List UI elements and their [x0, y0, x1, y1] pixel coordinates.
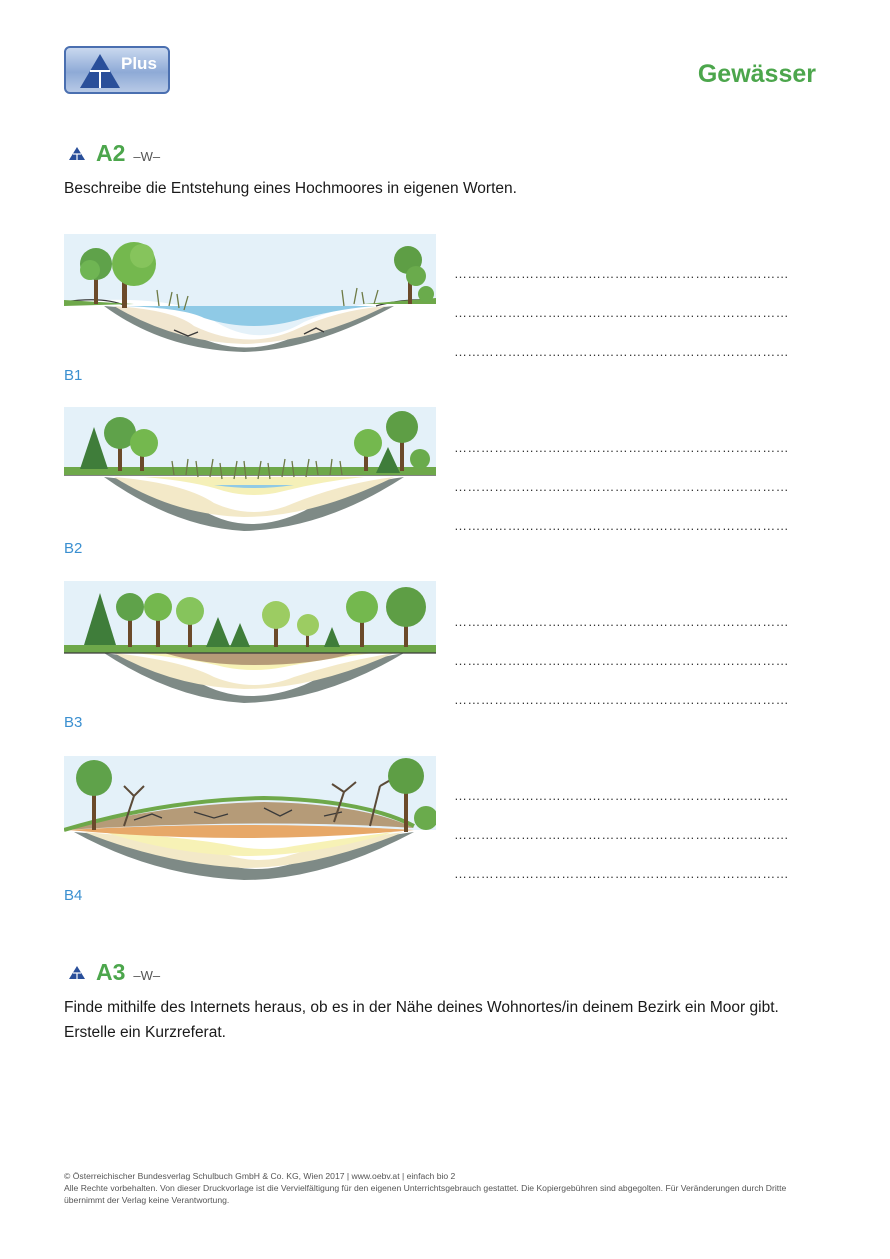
- answer-line[interactable]: …………………………………………………………………: [454, 614, 789, 629]
- answer-line[interactable]: …………………………………………………………………: [454, 305, 789, 320]
- task-a2-heading: [68, 140, 160, 167]
- illustration-b2: [64, 407, 436, 533]
- answer-line[interactable]: …………………………………………………………………: [454, 866, 789, 881]
- logo-text: Plus: [121, 54, 157, 73]
- rights-notice: Alle Rechte vorbehalten. Von dieser Druckvorlage ist die Vervielfältigung für den eigenen Unterrichtsgebrauch gestattet. Die Kopiergebühren sind abgegolten. Für Veränderungen durch Dritte übernimmt der Verlag keine Verantwortung.: [64, 1183, 787, 1205]
- page-title: Gewässer: [697, 60, 816, 88]
- task-number: A2: [96, 140, 126, 166]
- footer: [64, 1170, 824, 1206]
- illustration-b3: [64, 581, 436, 707]
- answer-line[interactable]: …………………………………………………………………: [454, 518, 789, 533]
- task-a3-heading: [68, 959, 160, 986]
- panel-label-b1: B1: [64, 367, 83, 384]
- answer-line[interactable]: …………………………………………………………………: [454, 788, 789, 803]
- plus-logo: [64, 46, 170, 94]
- task-a3-text: Finde mithilfe des Internets heraus, ob es in der Nähe deines Wohnortes/in deinem Bezirk ein Moor gibt. Erstelle ein Kurzreferat.: [64, 999, 779, 1041]
- answer-line[interactable]: …………………………………………………………………: [454, 692, 789, 707]
- task-type: –W–: [133, 149, 161, 164]
- pyramid-icon: [78, 52, 122, 90]
- task-type: –W–: [133, 968, 161, 983]
- answer-line[interactable]: …………………………………………………………………: [454, 827, 789, 842]
- answer-line[interactable]: …………………………………………………………………: [454, 479, 789, 494]
- task-number: A3: [96, 959, 126, 985]
- answer-line[interactable]: …………………………………………………………………: [454, 266, 789, 281]
- panel-label-b2: B2: [64, 540, 83, 557]
- panel-label-b3: B3: [64, 714, 83, 731]
- copyright-line: © Österreichischer Bundesverlag Schulbuch GmbH & Co. KG, Wien 2017 | www.oebv.at | einfach bio 2: [64, 1171, 456, 1181]
- task-a2-text: Beschreibe die Entstehung eines Hochmoores in eigenen Worten.: [64, 180, 517, 197]
- illustration-b4: [64, 756, 436, 882]
- pyramid-icon: [68, 146, 86, 161]
- answer-line[interactable]: …………………………………………………………………: [454, 440, 789, 455]
- illustration-b1: [64, 234, 436, 360]
- pyramid-icon: [68, 965, 86, 980]
- panel-label-b4: B4: [64, 887, 83, 904]
- answer-line[interactable]: …………………………………………………………………: [454, 653, 789, 668]
- answer-line[interactable]: …………………………………………………………………: [454, 344, 789, 359]
